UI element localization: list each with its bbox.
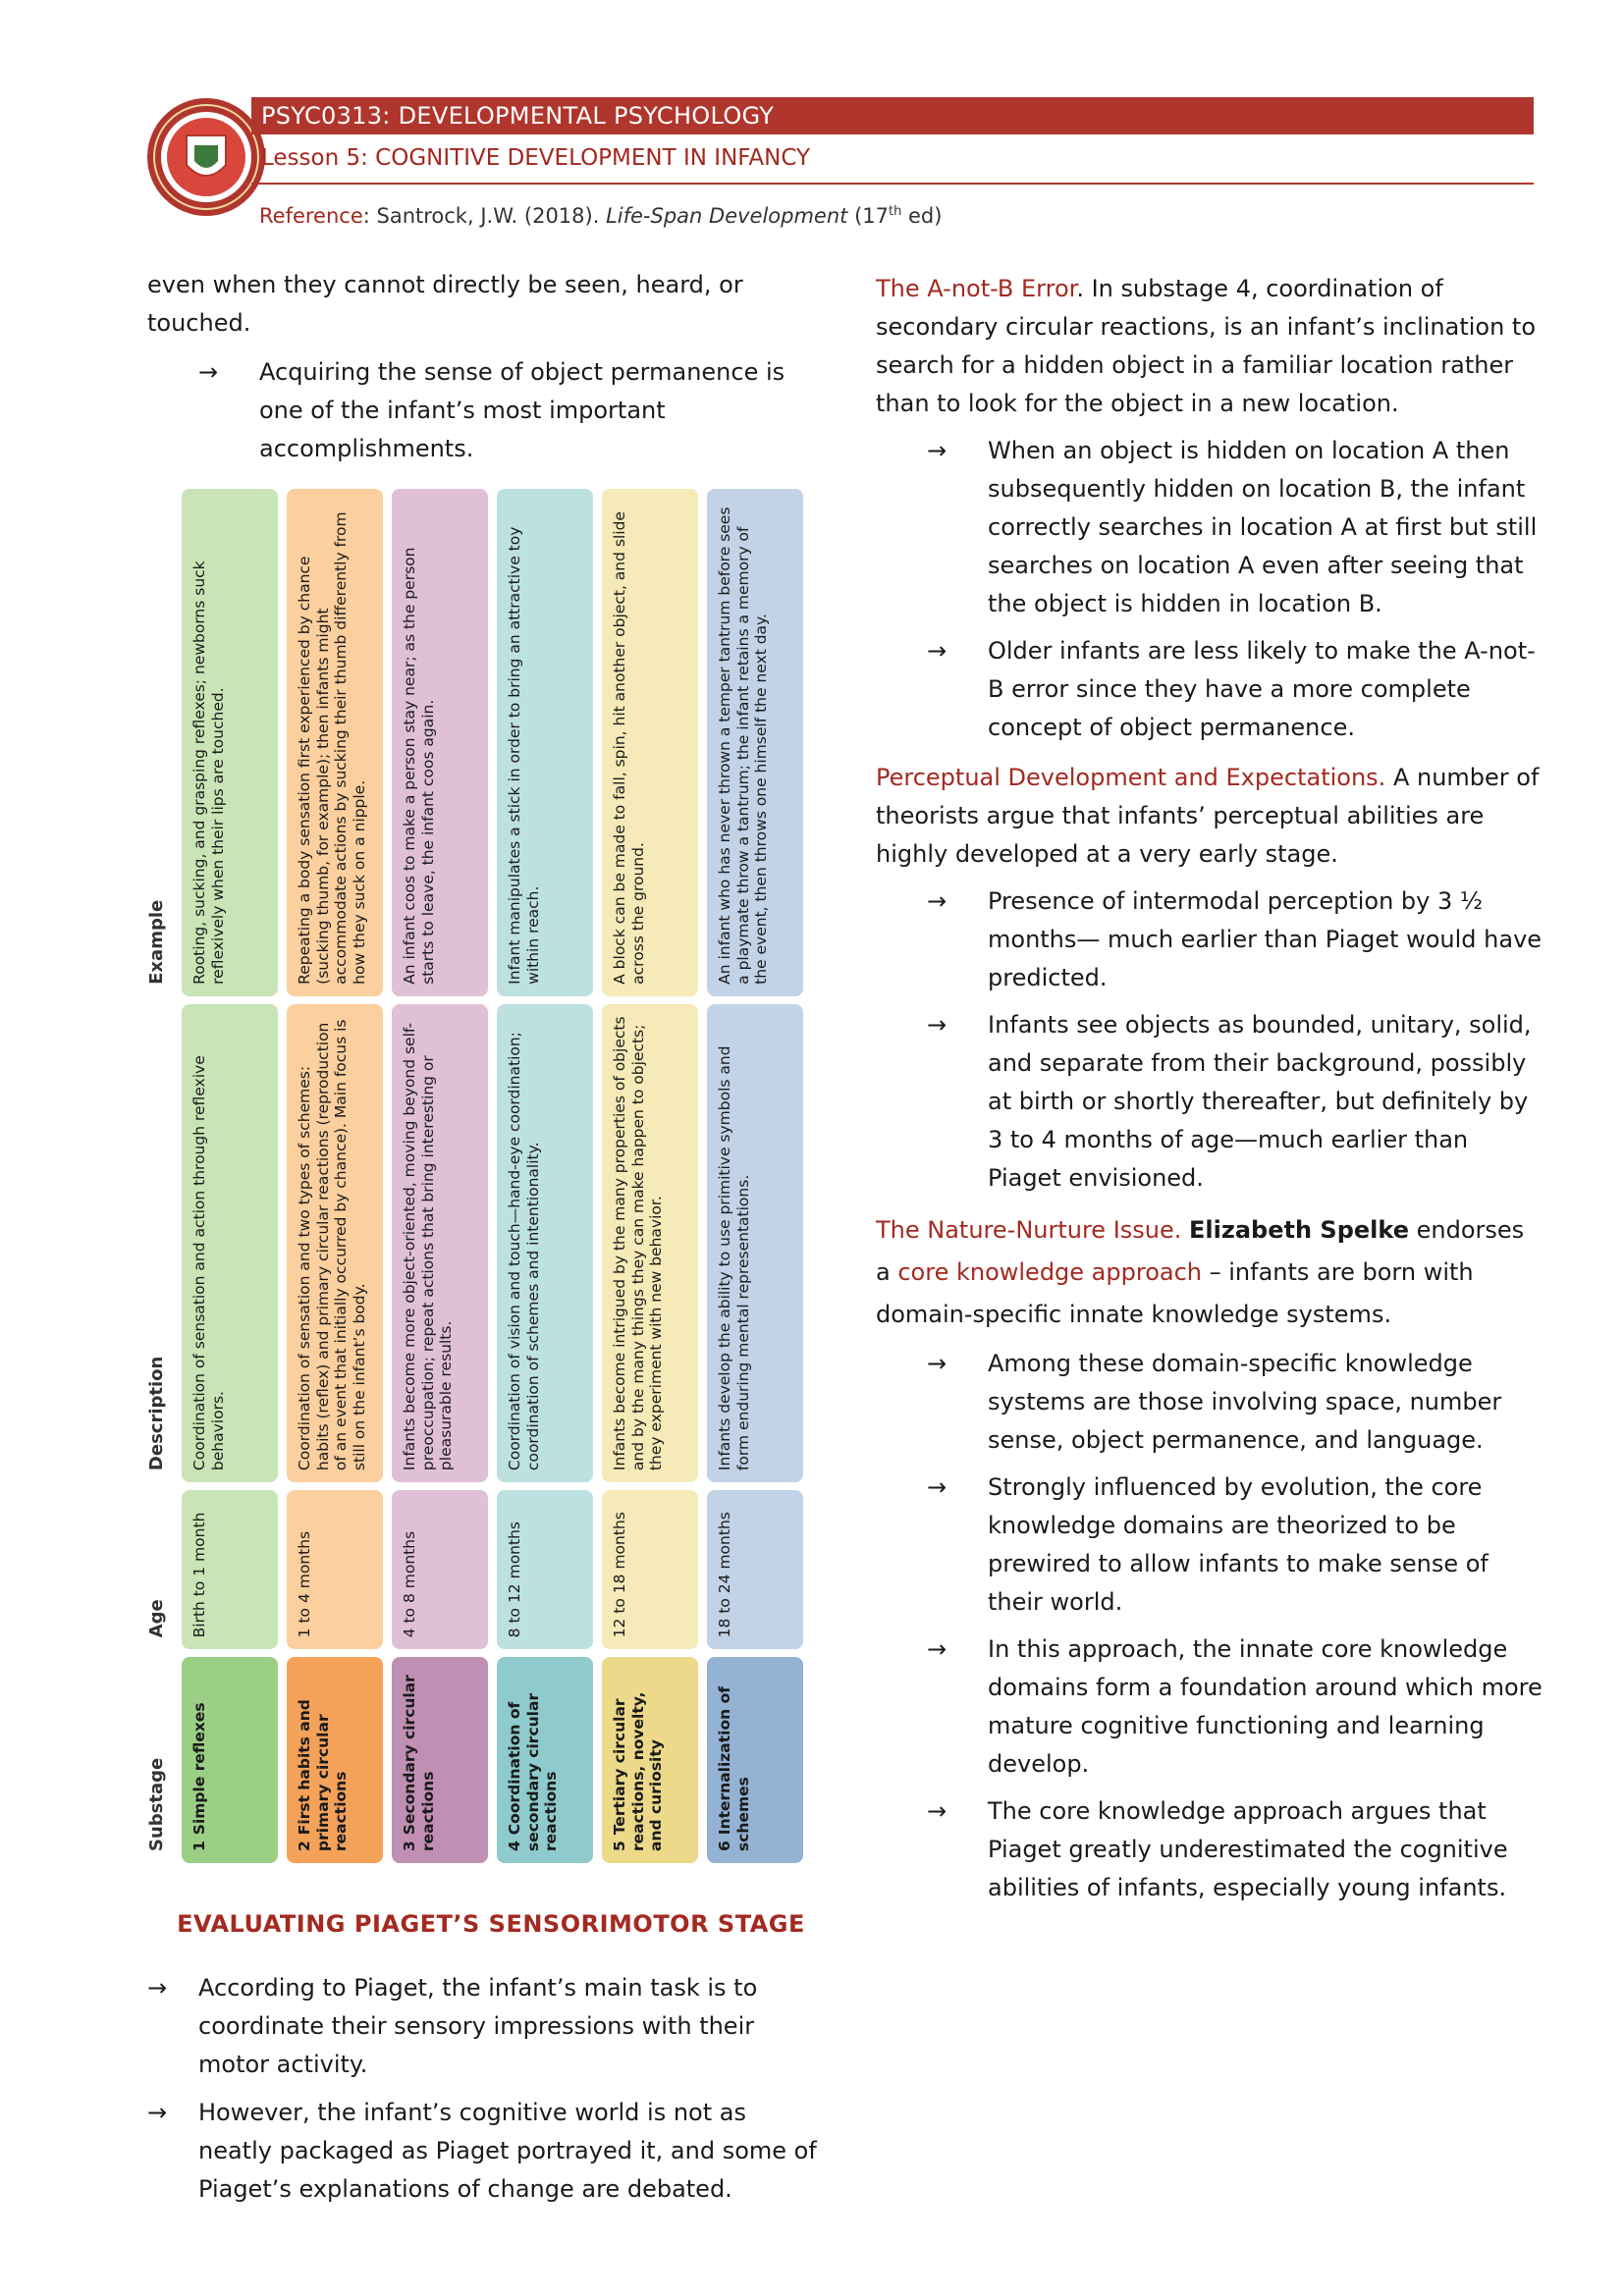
description-cell: Coordination of sensation and action through reflexive behaviors.: [182, 1004, 278, 1482]
example-cell: A block can be made to fall, spin, hit another object, and slide across the ground.: [602, 489, 698, 996]
list-item: [927, 1630, 1543, 1784]
substage-name: First habits and primary circular reactions: [296, 1699, 350, 1851]
arrow-icon: →: [927, 887, 947, 915]
age-cell: 8 to 12 months: [497, 1490, 593, 1649]
nature-paragraph: [876, 1209, 1543, 1336]
description-cell: Infants develop the ability to use primitive symbols and form enduring mental representations.: [707, 1004, 803, 1482]
arrow-icon: →: [927, 637, 947, 665]
arrow-icon: →: [147, 1974, 168, 2002]
substage-name: Internalization of schemes: [716, 1686, 752, 1851]
arrow-icon: →: [927, 1797, 947, 1825]
header-substage: Substage: [146, 1757, 167, 1851]
age-cell: 18 to 24 months: [707, 1490, 803, 1649]
perceptual-text: A number of theorists argue that infants’ perceptual abilities are highly developed at a very early stage.: [876, 764, 1540, 868]
list-item: [147, 2094, 825, 2209]
substage-number: 5: [611, 1841, 628, 1851]
table-row: [392, 489, 488, 1863]
reference-label: Reference: [259, 204, 363, 228]
list-item: [927, 1468, 1543, 1622]
age-cell: 4 to 8 months: [392, 1490, 488, 1649]
list-item: [927, 1006, 1543, 1198]
substage-number: 2: [296, 1841, 313, 1851]
piaget-substages-table: [142, 489, 820, 1863]
list-item: [198, 353, 825, 468]
reference-edition-post: ed): [901, 204, 943, 228]
left-column-top: [147, 266, 825, 468]
nature-name: Elizabeth Spelke: [1189, 1216, 1409, 1244]
arrow-icon: →: [147, 2099, 168, 2126]
substage-cell: [602, 1657, 698, 1863]
example-cell: Infant manipulates a stick in order to bring an attractive toy within reach.: [497, 489, 593, 996]
nature-heading: The Nature-Nurture Issue.: [876, 1216, 1182, 1244]
bullet-text: According to Piaget, the infant’s main task is to coordinate their sensory impressions with their motor activity.: [198, 1974, 758, 2078]
example-cell: An infant coos to make a person stay near; as the person starts to leave, the infant coos again.: [392, 489, 488, 996]
reference-text: : Santrock, J.W. (2018).: [362, 204, 607, 228]
arrow-icon: →: [927, 1011, 947, 1039]
right-column: [876, 270, 1543, 1907]
table-row: [602, 489, 698, 1863]
header-divider: [251, 183, 1534, 185]
bullet-text: The core knowledge approach argues that Piaget greatly underestimated the cognitive abilities of infants, especially young infants.: [988, 1797, 1508, 1901]
list-item: [927, 1792, 1543, 1907]
bullet-text: However, the infant’s cognitive world is not as neatly packaged as Piaget portrayed it, and some of Piaget’s explanations of change are debated.: [198, 2099, 817, 2203]
table-row: [287, 489, 383, 1863]
list-item: [927, 1345, 1543, 1460]
example-cell: Rooting, sucking, and grasping reflexes; newborns suck reflexively when their lips are touched.: [182, 489, 278, 996]
list-item: [927, 432, 1543, 623]
header-description: Description: [146, 1356, 167, 1471]
arrow-icon: →: [198, 358, 219, 386]
substage-number: 6: [716, 1841, 733, 1851]
lesson-title: Lesson 5: COGNITIVE DEVELOPMENT IN INFANCY: [261, 145, 811, 171]
substage-cell: [707, 1657, 803, 1863]
perceptual-heading: Perceptual Development and Expectations.: [876, 764, 1386, 791]
description-cell: Coordination of sensation and two types of schemes: habits (reflex) and primary circular reactions (reproduction of an event that initially occurred by chance). Main focus is still on the infant’s body.: [287, 1004, 383, 1482]
reference-line: [259, 195, 942, 233]
header-age: Age: [146, 1599, 167, 1638]
description-cell: Coordination of vision and touch—hand-eye coordination; coordination of schemes and intentionality.: [497, 1004, 593, 1482]
substage-name: Tertiary circular reactions, novelty, and curiosity: [611, 1691, 665, 1851]
bullet-text: Acquiring the sense of object permanence is one of the infant’s most important accomplishments.: [259, 358, 785, 462]
substage-number: 4: [506, 1841, 523, 1851]
list-item: [147, 1969, 825, 2084]
substage-cell: [392, 1657, 488, 1863]
evaluating-list: [147, 1969, 825, 2209]
substage-name: Secondary circular reactions: [401, 1675, 437, 1851]
description-cell: Infants become more object-oriented, moving beyond self-preoccupation; repeat actions that bring interesting or pleasurable results.: [392, 1004, 488, 1482]
example-cell: An infant who has never thrown a temper tantrum before sees a playmate throw a tantrum; the infant retains a memory of the event, then throws one himself the next day.: [707, 489, 803, 996]
substage-cell: [497, 1657, 593, 1863]
intro-paragraph: even when they cannot directly be seen, heard, or touched.: [147, 271, 743, 337]
bullet-text: Older infants are less likely to make the A-not-B error since they have a more complete concept of object permanence.: [988, 637, 1536, 741]
anotb-heading: The A-not-B Error: [876, 275, 1077, 302]
anotb-paragraph: [876, 270, 1543, 423]
list-item: [927, 882, 1543, 997]
anotb-text: . In substage 4, coordination of secondary circular reactions, is an infant’s inclination to search for a hidden object in a familiar location rather than to look for the object in a new location.: [876, 275, 1537, 417]
reference-edition-sup: th: [888, 204, 902, 219]
substage-number: 3: [401, 1841, 418, 1851]
reference-book: Life-Span Development: [606, 204, 848, 228]
bullet-text: Presence of intermodal perception by 3 ½ months— much earlier than Piaget would have predicted.: [988, 887, 1543, 991]
reference-edition-pre: (17: [847, 204, 889, 228]
substage-cell: [287, 1657, 383, 1863]
bullet-text: Infants see objects as bounded, unitary, solid, and separate from their background, possibly at birth or shortly thereafter, but definitely by 3 to 4 months of age—much earlier than Piaget envisioned.: [988, 1011, 1532, 1192]
arrow-icon: →: [927, 437, 947, 464]
course-title: PSYC0313: DEVELOPMENTAL PSYCHOLOGY: [261, 102, 775, 130]
substage-cell: [182, 1657, 278, 1863]
substage-name: Coordination of secondary circular reactions: [506, 1692, 560, 1851]
bullet-text: Strongly influenced by evolution, the core knowledge domains are theorized to be prewired to allow infants to make sense of their world.: [988, 1473, 1489, 1616]
perceptual-paragraph: [876, 759, 1543, 874]
list-item: [927, 632, 1543, 747]
substage-name: Simple reflexes: [190, 1702, 208, 1836]
age-cell: 1 to 4 months: [287, 1490, 383, 1649]
bullet-text: When an object is hidden on location A then subsequently hidden on location B, the infant correctly searches in location A at first but still searches on location A even after seeing that the object is hidden in location B.: [988, 437, 1538, 617]
table-row: [707, 489, 803, 1863]
arrow-icon: →: [927, 1473, 947, 1501]
arrow-icon: →: [927, 1350, 947, 1377]
university-seal-logo: [145, 96, 267, 218]
nature-text: – infants are born with domain-specific innate knowledge systems.: [876, 1258, 1474, 1328]
core-knowledge-term: core knowledge approach: [897, 1258, 1202, 1286]
table-header-row: [142, 489, 174, 1863]
table-row: [497, 489, 593, 1863]
header-example: Example: [146, 899, 167, 985]
substage-number: 1: [190, 1841, 208, 1851]
description-cell: Infants become intrigued by the many properties of objects and by the many things they can make happen to objects; they experiment with new behavior.: [602, 1004, 698, 1482]
age-cell: 12 to 18 months: [602, 1490, 698, 1649]
age-cell: Birth to 1 month: [182, 1490, 278, 1649]
bullet-text: In this approach, the innate core knowledge domains form a foundation around which more mature cognitive functioning and learning develop.: [988, 1635, 1543, 1778]
bullet-text: Among these domain-specific knowledge systems are those involving space, number sense, object permanence, and language.: [988, 1350, 1502, 1454]
table-row: [182, 489, 278, 1863]
nature-mid: endorses a: [876, 1216, 1525, 1286]
arrow-icon: →: [927, 1635, 947, 1663]
example-cell: Repeating a body sensation first experienced by chance (sucking thumb, for example); then infants might accommodate actions by sucking their thumb differently from how they suck on a nipple.: [287, 489, 383, 996]
evaluating-heading: EVALUATING PIAGET’S SENSORIMOTOR STAGE: [177, 1910, 805, 1938]
